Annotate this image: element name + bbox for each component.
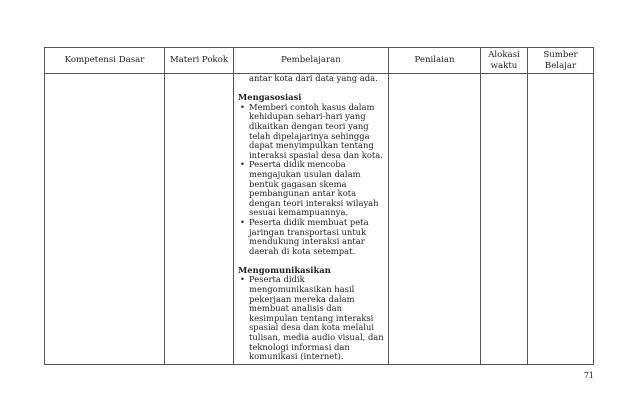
mengasosiasi-heading: Mengasosiasi [238,92,302,103]
cell-kompetensi-dasar [45,74,165,365]
header-alokasi-waktu: Alokasi waktu [481,48,528,74]
list-item: • Memberi contoh kasus dalam kehidupan sehari-hari yang dikaitkan dengan teori yang telah dipelajarinya sehingga dapat menyimpulkan tentang interaksi spasial desa dan kota. [238,103,385,161]
cell-penilaian [389,74,481,365]
table-header-row [45,48,594,74]
continuation-text: antar kota dari data yang ada. [249,73,378,83]
cell-alokasi-waktu [481,74,528,365]
table-row [45,74,594,365]
mengasosiasi-list [238,103,385,257]
header-pembelajaran: Pembelajaran [234,48,389,74]
header-sumber-belajar: Sumber Belajar [528,48,594,74]
header-kompetensi-dasar: Kompetensi Dasar [45,48,165,74]
header-penilaian: Penilaian [389,48,481,74]
list-item: • Peserta didik mengomunikasikan hasil pekerjaan mereka dalam membuat analisis dan kesimpulan tentang interaksi spasial desa dan kota melalui tulisan, media audio visual, dan teknologi informasi dan komunikasi (internet). [238,275,385,361]
pembelajaran-content [234,74,388,362]
cell-pembelajaran [234,74,389,365]
list-item: • Peserta didik mencoba mengajukan usulan dalam bentuk gagasan skema pembangunan antar kota dengan teori interaksi wilayah sesuai kemampuannya. [238,160,385,218]
cell-materi-pokok [165,74,234,365]
rpp-table [44,47,594,365]
mengomunikasikan-list [238,275,385,361]
list-item: • Peserta didik membuat peta jaringan transportasi untuk mendukung interaksi antar daerah di kota setempat. [238,218,385,256]
mengomunikasikan-heading: Mengomunikasikan [238,264,331,275]
cell-sumber-belajar [528,74,594,365]
header-materi-pokok: Materi Pokok [165,48,234,74]
page-number: 71 [583,371,594,380]
